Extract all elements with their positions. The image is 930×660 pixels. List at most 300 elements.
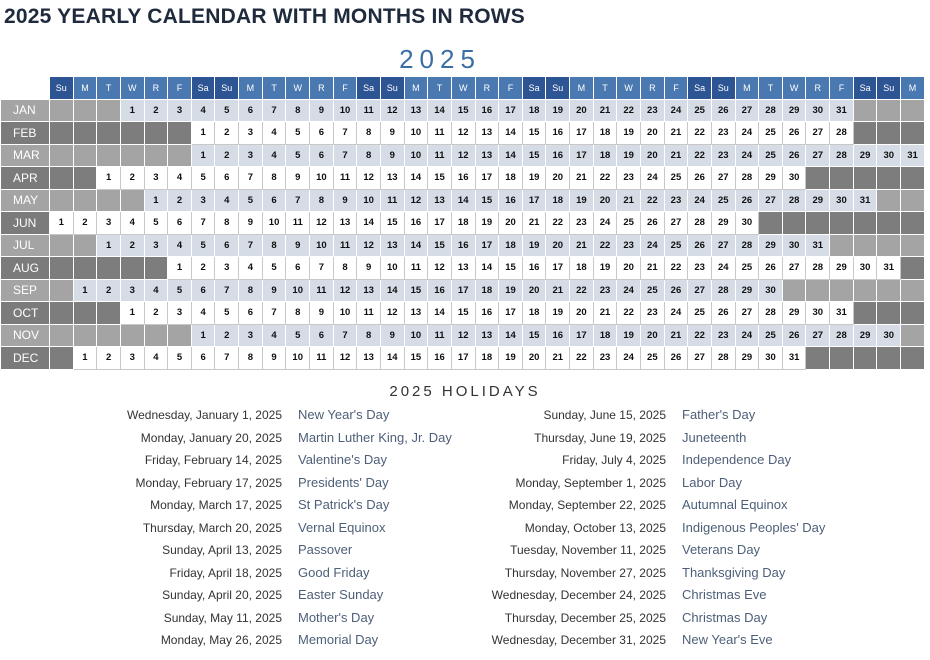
month-row bbox=[1, 167, 925, 190]
day-cell: 7 bbox=[262, 302, 286, 325]
day-cell: 29 bbox=[782, 302, 806, 325]
day-cell: 28 bbox=[735, 167, 759, 190]
day-cell: 4 bbox=[168, 167, 192, 190]
day-cell: 3 bbox=[168, 302, 192, 325]
day-cell: 7 bbox=[215, 279, 239, 302]
day-cell: 12 bbox=[310, 212, 334, 235]
holiday-name: Easter Sunday bbox=[298, 587, 384, 602]
day-cell: 26 bbox=[688, 167, 712, 190]
day-cell: 16 bbox=[546, 122, 570, 145]
day-cell: 29 bbox=[853, 324, 877, 347]
weekday-header: Su bbox=[49, 77, 73, 100]
day-cell: 17 bbox=[499, 302, 523, 325]
day-cell: 22 bbox=[546, 212, 570, 235]
day-cell: 15 bbox=[404, 279, 428, 302]
day-cell: 18 bbox=[475, 279, 499, 302]
month-label: JUL bbox=[1, 234, 50, 257]
day-cell: 2 bbox=[168, 189, 192, 212]
empty-cell bbox=[97, 302, 121, 325]
day-cell: 20 bbox=[593, 189, 617, 212]
day-cell: 26 bbox=[711, 302, 735, 325]
weekday-header: Sa bbox=[853, 77, 877, 100]
empty-cell bbox=[49, 167, 73, 190]
day-cell: 1 bbox=[191, 144, 215, 167]
empty-cell bbox=[97, 99, 121, 122]
empty-cell bbox=[144, 324, 168, 347]
day-cell: 2 bbox=[215, 324, 239, 347]
day-cell: 29 bbox=[830, 257, 854, 280]
day-cell: 23 bbox=[570, 212, 594, 235]
day-cell: 19 bbox=[475, 212, 499, 235]
month-row bbox=[1, 347, 925, 370]
day-cell: 25 bbox=[735, 257, 759, 280]
weekday-header: Su bbox=[711, 77, 735, 100]
day-cell: 11 bbox=[404, 257, 428, 280]
weekday-header: M bbox=[901, 77, 925, 100]
day-cell: 21 bbox=[570, 234, 594, 257]
day-cell: 4 bbox=[239, 257, 263, 280]
empty-cell bbox=[73, 167, 97, 190]
day-cell: 4 bbox=[262, 122, 286, 145]
day-cell: 9 bbox=[286, 167, 310, 190]
day-cell: 8 bbox=[286, 99, 310, 122]
day-cell: 31 bbox=[806, 234, 830, 257]
day-cell: 28 bbox=[830, 144, 854, 167]
day-cell: 26 bbox=[735, 189, 759, 212]
empty-cell bbox=[877, 234, 901, 257]
weekday-header: Su bbox=[877, 77, 901, 100]
day-cell: 3 bbox=[239, 122, 263, 145]
day-cell: 8 bbox=[333, 257, 357, 280]
day-cell: 17 bbox=[570, 324, 594, 347]
day-cell: 5 bbox=[144, 212, 168, 235]
day-cell: 4 bbox=[215, 189, 239, 212]
day-cell: 10 bbox=[404, 122, 428, 145]
header-corner bbox=[1, 77, 50, 100]
holiday-name: New Year's Eve bbox=[682, 632, 773, 647]
day-cell: 6 bbox=[191, 347, 215, 370]
day-cell: 5 bbox=[215, 99, 239, 122]
day-cell: 25 bbox=[759, 324, 783, 347]
day-cell: 20 bbox=[570, 302, 594, 325]
day-cell: 29 bbox=[735, 347, 759, 370]
empty-cell bbox=[49, 189, 73, 212]
holiday-name: Father's Day bbox=[682, 407, 756, 422]
empty-cell bbox=[168, 122, 192, 145]
day-cell: 11 bbox=[333, 234, 357, 257]
empty-cell bbox=[901, 347, 925, 370]
day-cell: 19 bbox=[593, 257, 617, 280]
day-cell: 22 bbox=[593, 234, 617, 257]
day-cell: 29 bbox=[759, 167, 783, 190]
month-row bbox=[1, 279, 925, 302]
day-cell: 24 bbox=[735, 122, 759, 145]
day-cell: 15 bbox=[428, 167, 452, 190]
day-cell: 17 bbox=[451, 347, 475, 370]
holiday-row bbox=[390, 427, 825, 450]
day-cell: 29 bbox=[711, 212, 735, 235]
empty-cell bbox=[73, 144, 97, 167]
month-row bbox=[1, 257, 925, 280]
empty-cell bbox=[73, 99, 97, 122]
day-cell: 16 bbox=[404, 212, 428, 235]
day-cell: 1 bbox=[97, 167, 121, 190]
day-cell: 17 bbox=[570, 144, 594, 167]
empty-cell bbox=[97, 189, 121, 212]
day-cell: 28 bbox=[782, 189, 806, 212]
day-cell: 15 bbox=[451, 99, 475, 122]
day-cell: 11 bbox=[286, 212, 310, 235]
empty-cell bbox=[759, 212, 783, 235]
day-cell: 10 bbox=[310, 234, 334, 257]
day-cell: 30 bbox=[853, 257, 877, 280]
day-cell: 21 bbox=[664, 324, 688, 347]
empty-cell bbox=[877, 122, 901, 145]
day-cell: 4 bbox=[120, 212, 144, 235]
day-cell: 21 bbox=[664, 144, 688, 167]
holiday-row bbox=[390, 607, 825, 630]
weekday-header: Sa bbox=[688, 77, 712, 100]
day-cell: 31 bbox=[853, 189, 877, 212]
empty-cell bbox=[120, 144, 144, 167]
day-cell: 4 bbox=[191, 99, 215, 122]
holiday-date: Thursday, November 27, 2025 bbox=[504, 565, 666, 580]
day-cell: 22 bbox=[664, 257, 688, 280]
holiday-name: Indigenous Peoples' Day bbox=[682, 519, 826, 535]
month-row bbox=[1, 189, 925, 212]
month-label: MAY bbox=[1, 189, 50, 212]
holiday-row bbox=[390, 562, 825, 585]
day-cell: 9 bbox=[310, 99, 334, 122]
day-cell: 24 bbox=[617, 279, 641, 302]
empty-cell bbox=[853, 122, 877, 145]
day-cell: 27 bbox=[806, 122, 830, 145]
day-cell: 13 bbox=[380, 234, 404, 257]
empty-cell bbox=[901, 122, 925, 145]
day-cell: 6 bbox=[215, 234, 239, 257]
holiday-row bbox=[0, 404, 452, 427]
day-cell: 20 bbox=[546, 234, 570, 257]
day-cell: 29 bbox=[806, 189, 830, 212]
holiday-date: Monday, February 17, 2025 bbox=[135, 475, 282, 490]
day-cell: 28 bbox=[830, 324, 854, 347]
day-cell: 2 bbox=[215, 122, 239, 145]
weekday-header: W bbox=[782, 77, 806, 100]
day-cell: 27 bbox=[735, 99, 759, 122]
day-cell: 12 bbox=[404, 189, 428, 212]
day-cell: 18 bbox=[593, 122, 617, 145]
day-cell: 28 bbox=[711, 347, 735, 370]
holiday-row bbox=[0, 584, 452, 607]
day-cell: 23 bbox=[617, 234, 641, 257]
day-cell: 6 bbox=[310, 122, 334, 145]
day-cell: 16 bbox=[428, 279, 452, 302]
day-cell: 29 bbox=[759, 234, 783, 257]
day-cell: 17 bbox=[428, 212, 452, 235]
empty-cell bbox=[877, 279, 901, 302]
day-cell: 17 bbox=[475, 167, 499, 190]
empty-cell bbox=[853, 234, 877, 257]
empty-cell bbox=[97, 324, 121, 347]
weekday-header: F bbox=[830, 77, 854, 100]
empty-cell bbox=[49, 99, 73, 122]
day-cell: 31 bbox=[877, 257, 901, 280]
day-cell: 2 bbox=[144, 99, 168, 122]
day-cell: 27 bbox=[782, 257, 806, 280]
day-cell: 7 bbox=[333, 324, 357, 347]
day-cell: 26 bbox=[711, 99, 735, 122]
day-cell: 7 bbox=[215, 347, 239, 370]
weekday-header: R bbox=[641, 77, 665, 100]
day-cell: 21 bbox=[546, 347, 570, 370]
day-cell: 12 bbox=[380, 302, 404, 325]
day-cell: 14 bbox=[380, 347, 404, 370]
day-cell: 15 bbox=[428, 234, 452, 257]
day-cell: 2 bbox=[120, 234, 144, 257]
day-cell: 17 bbox=[522, 189, 546, 212]
day-cell: 23 bbox=[688, 257, 712, 280]
empty-cell bbox=[49, 324, 73, 347]
day-cell: 11 bbox=[428, 324, 452, 347]
day-cell: 21 bbox=[617, 189, 641, 212]
empty-cell bbox=[73, 324, 97, 347]
day-cell: 11 bbox=[380, 189, 404, 212]
weekday-header: W bbox=[286, 77, 310, 100]
day-cell: 13 bbox=[475, 144, 499, 167]
empty-cell bbox=[782, 279, 806, 302]
day-cell: 2 bbox=[215, 144, 239, 167]
day-cell: 27 bbox=[711, 234, 735, 257]
day-cell: 10 bbox=[262, 212, 286, 235]
day-cell: 11 bbox=[428, 122, 452, 145]
empty-cell bbox=[901, 257, 925, 280]
day-cell: 5 bbox=[191, 234, 215, 257]
holiday-date: Monday, March 17, 2025 bbox=[150, 498, 282, 512]
empty-cell bbox=[901, 167, 925, 190]
day-cell: 23 bbox=[664, 189, 688, 212]
weekday-header: R bbox=[475, 77, 499, 100]
day-cell: 6 bbox=[262, 189, 286, 212]
holiday-date: Thursday, March 20, 2025 bbox=[142, 520, 282, 535]
empty-cell bbox=[901, 212, 925, 235]
day-cell: 18 bbox=[522, 99, 546, 122]
day-cell: 15 bbox=[522, 122, 546, 145]
day-cell: 4 bbox=[144, 347, 168, 370]
day-cell: 3 bbox=[144, 234, 168, 257]
day-cell: 22 bbox=[688, 144, 712, 167]
day-cell: 7 bbox=[239, 234, 263, 257]
day-cell: 9 bbox=[239, 212, 263, 235]
day-cell: 13 bbox=[475, 122, 499, 145]
holiday-name: Christmas Day bbox=[682, 609, 768, 625]
empty-cell bbox=[168, 324, 192, 347]
day-cell: 20 bbox=[570, 99, 594, 122]
month-row bbox=[1, 234, 925, 257]
day-cell: 12 bbox=[380, 99, 404, 122]
day-cell: 6 bbox=[239, 302, 263, 325]
day-cell: 9 bbox=[380, 122, 404, 145]
day-cell: 25 bbox=[664, 234, 688, 257]
empty-cell bbox=[901, 279, 925, 302]
weekday-header: T bbox=[97, 77, 121, 100]
day-cell: 6 bbox=[239, 99, 263, 122]
day-cell: 5 bbox=[286, 144, 310, 167]
day-cell: 26 bbox=[664, 347, 688, 370]
day-cell: 19 bbox=[617, 144, 641, 167]
weekday-header-row bbox=[1, 77, 925, 100]
holiday-date: Friday, February 14, 2025 bbox=[144, 453, 282, 467]
day-cell: 21 bbox=[641, 257, 665, 280]
day-cell: 18 bbox=[499, 167, 523, 190]
holiday-name: Labor Day bbox=[682, 474, 742, 490]
day-cell: 18 bbox=[593, 144, 617, 167]
weekday-header: R bbox=[144, 77, 168, 100]
day-cell: 21 bbox=[664, 122, 688, 145]
day-cell: 9 bbox=[262, 279, 286, 302]
holiday-name: New Year's Day bbox=[298, 407, 390, 422]
holiday-row bbox=[0, 494, 452, 517]
day-cell: 22 bbox=[617, 302, 641, 325]
empty-cell bbox=[97, 144, 121, 167]
day-cell: 5 bbox=[168, 347, 192, 370]
empty-cell bbox=[877, 302, 901, 325]
day-cell: 11 bbox=[357, 99, 381, 122]
day-cell: 28 bbox=[735, 234, 759, 257]
day-cell: 8 bbox=[310, 189, 334, 212]
day-cell: 18 bbox=[593, 324, 617, 347]
day-cell: 14 bbox=[404, 167, 428, 190]
weekday-header: F bbox=[333, 77, 357, 100]
day-cell: 15 bbox=[522, 324, 546, 347]
day-cell: 20 bbox=[522, 279, 546, 302]
day-cell: 2 bbox=[120, 167, 144, 190]
day-cell: 9 bbox=[310, 302, 334, 325]
day-cell: 8 bbox=[262, 234, 286, 257]
month-label: APR bbox=[1, 167, 50, 190]
day-cell: 22 bbox=[570, 279, 594, 302]
day-cell: 13 bbox=[357, 347, 381, 370]
page-title: 2025 YEARLY CALENDAR WITH MONTHS IN ROWS bbox=[4, 5, 526, 28]
month-row bbox=[1, 99, 925, 122]
empty-cell bbox=[853, 167, 877, 190]
day-cell: 28 bbox=[830, 122, 854, 145]
day-cell: 12 bbox=[333, 347, 357, 370]
day-cell: 17 bbox=[475, 234, 499, 257]
holiday-row bbox=[0, 607, 452, 630]
day-cell: 8 bbox=[357, 144, 381, 167]
holiday-row bbox=[0, 562, 452, 585]
day-cell: 28 bbox=[711, 279, 735, 302]
day-cell: 1 bbox=[97, 234, 121, 257]
weekday-header: R bbox=[806, 77, 830, 100]
holiday-name: Valentine's Day bbox=[298, 452, 387, 467]
day-cell: 11 bbox=[310, 347, 334, 370]
holiday-date: Tuesday, November 11, 2025 bbox=[510, 543, 666, 557]
day-cell: 6 bbox=[310, 144, 334, 167]
empty-cell bbox=[901, 234, 925, 257]
day-cell: 16 bbox=[475, 302, 499, 325]
day-cell: 25 bbox=[759, 144, 783, 167]
day-cell: 26 bbox=[782, 144, 806, 167]
day-cell: 3 bbox=[239, 324, 263, 347]
empty-cell bbox=[853, 212, 877, 235]
day-cell: 22 bbox=[688, 324, 712, 347]
day-cell: 14 bbox=[428, 302, 452, 325]
month-label: SEP bbox=[1, 279, 50, 302]
weekday-header: R bbox=[310, 77, 334, 100]
empty-cell bbox=[877, 167, 901, 190]
holiday-date: Thursday, December 25, 2025 bbox=[504, 610, 666, 625]
holiday-row bbox=[0, 517, 452, 540]
month-label: DEC bbox=[1, 347, 50, 370]
weekday-header: T bbox=[593, 77, 617, 100]
day-cell: 15 bbox=[475, 189, 499, 212]
day-cell: 2 bbox=[73, 212, 97, 235]
holiday-date: Wednesday, December 31, 2025 bbox=[491, 633, 666, 647]
day-cell: 16 bbox=[499, 189, 523, 212]
day-cell: 14 bbox=[475, 257, 499, 280]
empty-cell bbox=[49, 257, 73, 280]
day-cell: 29 bbox=[735, 279, 759, 302]
day-cell: 24 bbox=[735, 324, 759, 347]
day-cell: 27 bbox=[664, 212, 688, 235]
day-cell: 19 bbox=[546, 302, 570, 325]
day-cell: 14 bbox=[404, 234, 428, 257]
day-cell: 1 bbox=[144, 189, 168, 212]
day-cell: 25 bbox=[664, 167, 688, 190]
day-cell: 11 bbox=[333, 167, 357, 190]
day-cell: 12 bbox=[357, 167, 381, 190]
holiday-name: Thanksgiving Day bbox=[682, 564, 786, 580]
day-cell: 18 bbox=[475, 347, 499, 370]
holiday-row bbox=[390, 584, 825, 607]
day-cell: 28 bbox=[806, 257, 830, 280]
day-cell: 21 bbox=[522, 212, 546, 235]
holiday-name: Christmas Eve bbox=[682, 587, 767, 602]
day-cell: 5 bbox=[286, 122, 310, 145]
day-cell: 16 bbox=[451, 167, 475, 190]
holiday-name: Veterans Day bbox=[682, 542, 761, 557]
holiday-row bbox=[390, 539, 825, 562]
day-cell: 9 bbox=[380, 144, 404, 167]
day-cell: 9 bbox=[357, 257, 381, 280]
day-cell: 22 bbox=[641, 189, 665, 212]
empty-cell bbox=[901, 324, 925, 347]
weekday-header: Su bbox=[380, 77, 404, 100]
day-cell: 25 bbox=[641, 347, 665, 370]
holiday-date: Monday, September 1, 2025 bbox=[515, 475, 666, 490]
empty-cell bbox=[877, 99, 901, 122]
weekday-header: T bbox=[262, 77, 286, 100]
day-cell: 13 bbox=[428, 189, 452, 212]
day-cell: 24 bbox=[711, 257, 735, 280]
day-cell: 18 bbox=[546, 189, 570, 212]
weekday-header: W bbox=[451, 77, 475, 100]
day-cell: 23 bbox=[641, 99, 665, 122]
holiday-row bbox=[390, 494, 825, 517]
empty-cell bbox=[830, 212, 854, 235]
day-cell: 18 bbox=[522, 302, 546, 325]
empty-cell bbox=[49, 144, 73, 167]
weekday-header: W bbox=[120, 77, 144, 100]
day-cell: 10 bbox=[286, 347, 310, 370]
empty-cell bbox=[120, 189, 144, 212]
day-cell: 26 bbox=[664, 279, 688, 302]
day-cell: 14 bbox=[428, 99, 452, 122]
day-cell: 21 bbox=[570, 167, 594, 190]
day-cell: 15 bbox=[451, 302, 475, 325]
day-cell: 20 bbox=[641, 122, 665, 145]
